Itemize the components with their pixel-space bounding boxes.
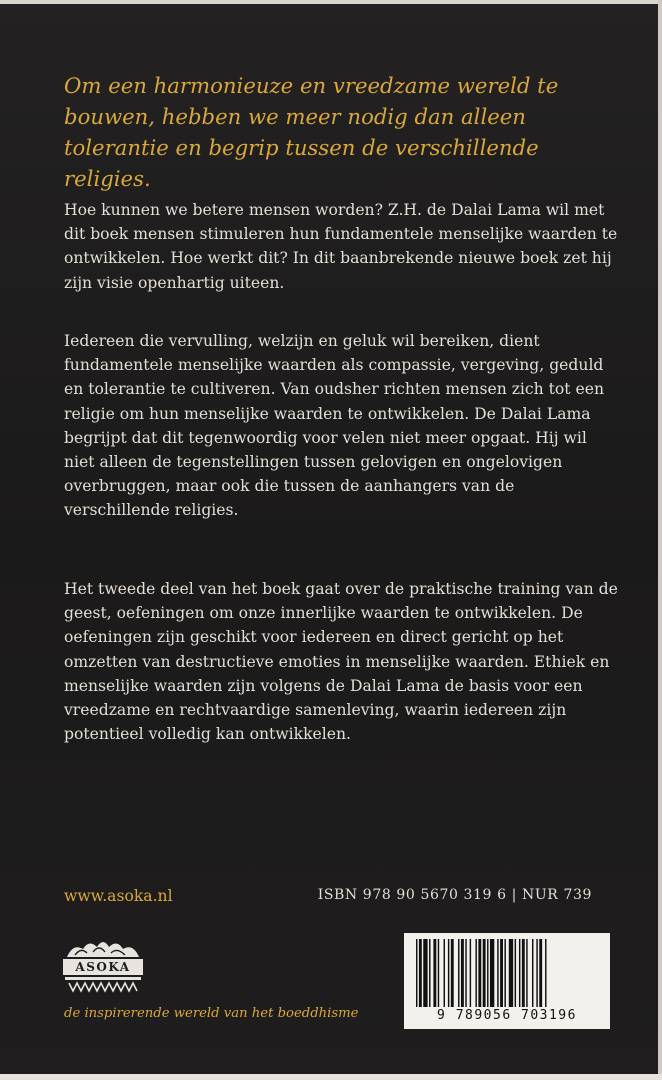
- barcode-number: 9 789056 703196: [437, 1008, 577, 1023]
- cover-edge-right: [658, 0, 662, 1080]
- blurb-paragraph-1: Hoe kunnen we betere mensen worden? Z.H. de Dalai Lama wil met dit boek mensen stimuleren hun fundamentele menselijke waarden te ontwikkelen. Hoe werkt dit? In dit baanbrekende nieuwe boek zet hij zijn visie openhartig uiteen.: [64, 201, 618, 292]
- publisher-website: www.asoka.nl: [64, 887, 173, 905]
- publisher-motto: de inspirerende wereld van het boeddhisme: [64, 1006, 359, 1021]
- isbn-line: ISBN 978 90 5670 319 6 | NUR 739: [317, 887, 592, 903]
- barcode-bars-icon: [414, 939, 600, 1007]
- cover-edge-bottom: [0, 1074, 662, 1080]
- barcode: [404, 933, 610, 1029]
- publisher-logo: [63, 935, 143, 999]
- blurb-paragraph-2: Iedereen die vervulling, welzijn en geluk wil bereiken, dient fundamentele menselijke waarden als compassie, vergeving, geduld en tolerantie te cultiveren. Van oudsher richten mensen zich tot een religie om hun menselijke waarden te ontwikkelen. De Dalai Lama begrijpt dat dit tegenwoordig voor velen niet meer opgaat. Hij wil niet alleen de tegenstellingen tussen gelovigen en ongelovigen overbruggen, maar ook die tussen de aanhangers van de verschillende religies.: [64, 332, 605, 520]
- blurb-paragraph-3: Het tweede deel van het boek gaat over de praktische training van de geest, oefeningen om onze innerlijke waarden te ontwikkelen. De oefeningen zijn geschikt voor iedereen en direct gericht op het omzetten van destructieve emoties in menselijke waarden. Ethiek en menselijke waarden zijn volgens de Dalai Lama de basis voor een vreedzame en rechtvaardige samenleving, waarin iedereen zijn potentieel volledig kan ontwikkelen.: [64, 580, 618, 744]
- tagline: Om een harmonieuze en vreedzame wereld te bouwen, hebben we meer nodig dan alleen tolerantie en begrip tussen de verschillende religies.: [64, 73, 559, 191]
- logo-label: ASOKA: [63, 959, 143, 975]
- cover-edge-top: [0, 0, 662, 4]
